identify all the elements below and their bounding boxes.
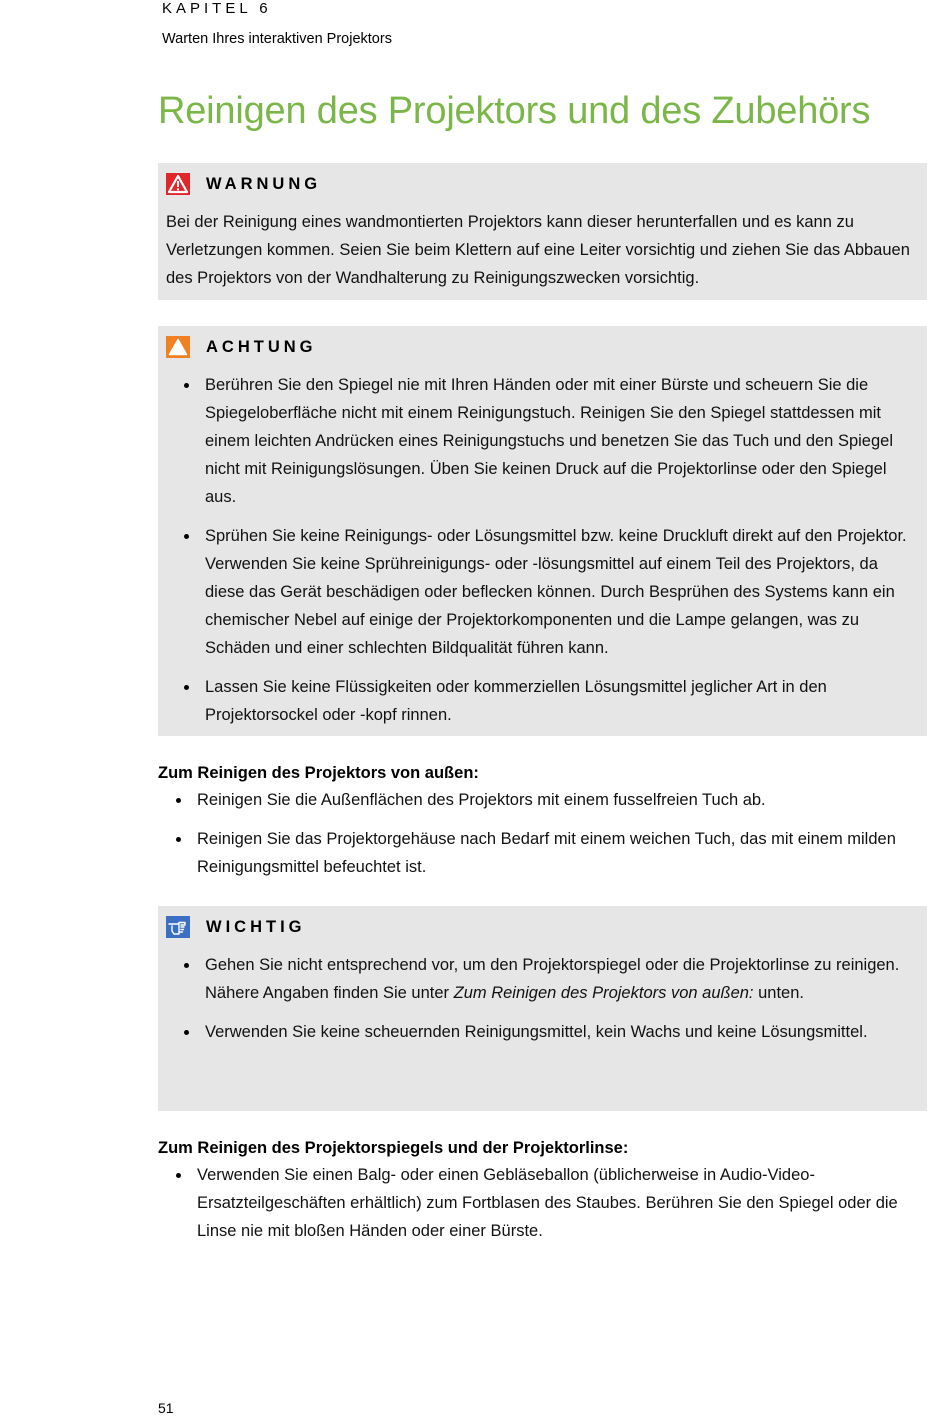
list-item (205, 1018, 915, 1046)
list-item (197, 825, 917, 881)
important-header (166, 915, 306, 939)
caution-box (158, 326, 927, 736)
bullet-icon (176, 1173, 181, 1178)
chapter-subtitle: Warten Ihres interaktiven Projektors (162, 31, 392, 47)
section-heading-exterior: Zum Reinigen des Projektors von außen: (158, 764, 479, 782)
list-item (197, 1161, 937, 1245)
important-list (205, 951, 915, 1046)
warning-box (158, 163, 927, 300)
warning-triangle-icon (166, 173, 190, 195)
caution-header (166, 335, 317, 359)
bullet-icon (184, 1030, 189, 1035)
caution-triangle-icon (166, 336, 190, 358)
bullet-icon (176, 837, 181, 842)
bullet-icon (176, 798, 181, 803)
important-box (158, 906, 927, 1111)
exterior-list (197, 786, 917, 881)
cross-reference-link[interactable]: Zum Reinigen des Projektors von außen: (453, 984, 754, 1002)
caution-item-text: Lassen Sie keine Flüssigkeiten oder kommerziellen Lösungsmittel jeglicher Art in den Projektorsockel oder -kopf rinnen. (205, 678, 827, 724)
bullet-icon (184, 963, 189, 968)
caution-item-text: Berühren Sie den Spiegel nie mit Ihren Händen oder mit einer Bürste und scheuern Sie die Spiegeloberfläche nicht mit einem Reinigungstuch. Reinigen Sie den Spiegel stattdessen mit einem leichten Andrücken eines Reinigungstuchs und benetzen Sie das Tuch und den Spiegel nicht mit Reinigungslösungen. Üben Sie keinen Druck auf die Projektorlinse oder den Spiegel aus. (205, 376, 893, 506)
important-item-text: Verwenden Sie keine scheuernden Reinigungsmittel, kein Wachs und keine Lösungsmittel. (205, 1023, 868, 1041)
warning-label: WARNUNG (206, 174, 322, 193)
section-heading-mirror-lens: Zum Reinigen des Projektorspiegels und der Projektorlinse: (158, 1139, 629, 1157)
exterior-item-text: Reinigen Sie das Projektorgehäuse nach Bedarf mit einem weichen Tuch, das mit einem milden Reinigungsmittel befeuchtet ist. (197, 830, 896, 876)
warning-text: Bei der Reinigung eines wandmontierten Projektors kann dieser herunterfallen und es kann zu Verletzungen kommen. Seien Sie beim Klettern auf eine Leiter vorsichtig und ziehen Sie das Abbauen des Projektors von der Wandhalterung zu Reinigungszwecken vorsichtig. (166, 213, 910, 287)
list-item (205, 522, 920, 662)
list-item (197, 786, 917, 814)
important-label: WICHTIG (206, 917, 306, 936)
pointing-hand-icon (166, 916, 190, 938)
caution-list (205, 371, 920, 729)
bullet-icon (184, 534, 189, 539)
page-title: Reinigen des Projektors und des Zubehörs (158, 90, 871, 132)
warning-header (166, 172, 321, 196)
chapter-label: KAPITEL 6 (162, 0, 272, 17)
mirror-lens-list (197, 1161, 937, 1245)
important-item-text: Gehen Sie nicht entsprechend vor, um den Projektorspiegel oder die Projektorlinse zu reinigen. Nähere Angaben finden Sie unter (205, 956, 900, 1002)
page-number: 51 (158, 1400, 174, 1416)
mirror-lens-item-text: Verwenden Sie einen Balg- oder einen Gebläseballon (üblicherweise in Audio-Video-Ersatzteilgeschäften erhältlich) zum Fortblasen des Staubes. Berühren Sie den Spiegel oder die Linse nie mit bloßen Händen oder einer Bürste. (197, 1166, 898, 1240)
exterior-item-text: Reinigen Sie die Außenflächen des Projektors mit einem fusselfreien Tuch ab. (197, 791, 766, 809)
list-item (205, 371, 920, 511)
list-item (205, 673, 920, 729)
list-item (205, 951, 915, 1007)
bullet-icon (184, 685, 189, 690)
caution-label: ACHTUNG (206, 337, 317, 356)
caution-item-text: Sprühen Sie keine Reinigungs- oder Lösungsmittel bzw. keine Druckluft direkt auf den Projektor. Verwenden Sie keine Sprühreinigungs- oder -lösungsmittel auf einem Teil des Projektors, da diese das Gerät beschädigen oder beflecken können. Durch Besprühen des Systems kann ein chemischer Nebel auf einige der Projektorkomponenten und die Lampe gelangen, was zu Schäden und einer schlechten Bildqualität führen kann. (205, 527, 907, 657)
bullet-icon (184, 383, 189, 388)
important-item-text-end: unten. (753, 984, 804, 1002)
